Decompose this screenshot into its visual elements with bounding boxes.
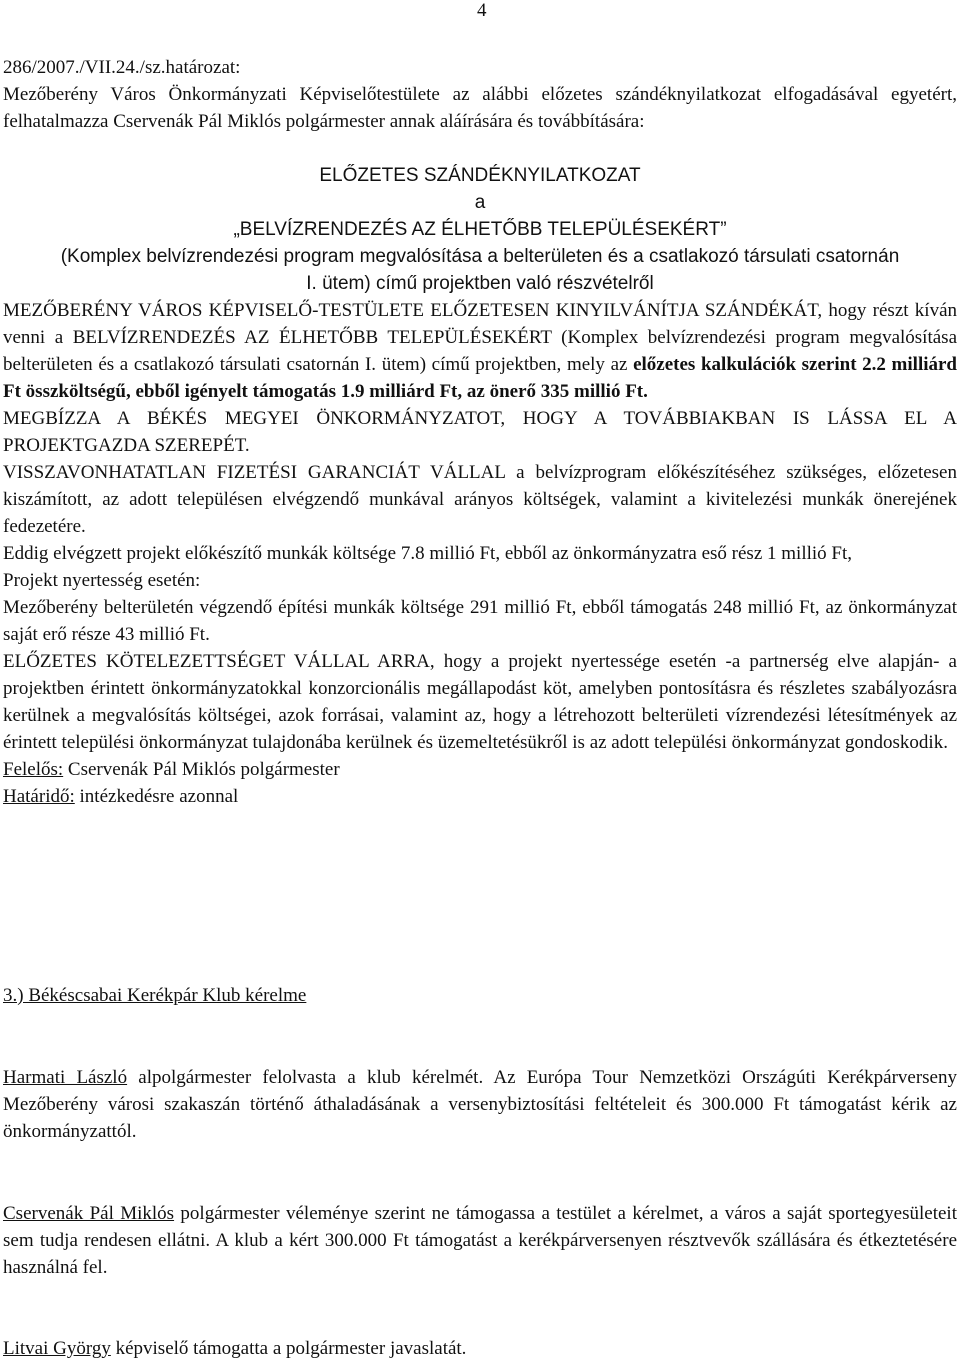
body-paragraph-1 [3, 297, 957, 405]
section-3-paragraph-2 [3, 1200, 957, 1281]
deadline-value: intézkedésre azonnal [74, 786, 239, 807]
declaration-project-title: „BELVÍZRENDEZÉS AZ ÉLHETŐBB TELEPÜLÉSEKÉRT” [233, 219, 727, 240]
deadline-line [3, 783, 957, 810]
responsible-label: Felelős: [3, 759, 64, 780]
speaker-cservenak: Cservenák Pál Miklós [3, 1203, 175, 1224]
section-3-p3-text: képviselő támogatta a polgármester javaslatát. [110, 1338, 467, 1359]
section-3-p1-text: alpolgármester felolvasta a klub kérelmét. Az Európa Tour Nemzetközi Országúti Kerékpárverseny Mezőberény városi szakaszán történő áthaladásának a versenybiztosítási feltételeit és 300.000 Ft támogatást kérik az önkormányzattól. [3, 1067, 957, 1142]
body-paragraph-4: Eddig elvégzett projekt előkészítő munkák költsége 7.8 millió Ft, ebből az önkormányzatra eső rész 1 millió Ft, [3, 543, 852, 564]
section-3-paragraph-3 [3, 1335, 957, 1362]
speaker-harmati: Harmati László [3, 1067, 128, 1088]
deadline-label: Határidő: [3, 786, 75, 807]
body-paragraph-2: MEGBÍZZA A BÉKÉS MEGYEI ÖNKORMÁNYZATOT, HOGY A TOVÁBBIAKBAN IS LÁSSA EL A PROJEKTGAZDA SZEREPÉT. [3, 408, 957, 456]
declaration-header [3, 162, 957, 297]
page-number: 4 [477, 0, 487, 21]
declaration-a: a [474, 192, 486, 213]
body-paragraph-6: Mezőberény belterületén végzendő építési munkák költsége 291 millió Ft, ebből támogatás 248 millió Ft, az önkormányzat saját erő része 43 millió Ft. [3, 597, 957, 645]
declaration-subtitle-1: (Komplex belvízrendezési program megvalósítása a belterületen és a csatlakozó társulati csatornán [60, 246, 900, 267]
section-3-p2-text: polgármester véleménye szerint ne támogassa a testület a kérelmet, a város a saját sportegyesületeit sem tudja rendesen ellátni. A klub a kért 300.000 Ft támogatást a kerékpárversenyen résztvevők szállására és étkeztetésére használná fel. [3, 1203, 957, 1278]
declaration-body [3, 297, 957, 810]
body-paragraph-5: Projekt nyertesség esetén: [3, 570, 201, 591]
declaration-subtitle-2: I. ütem) című projektben való részvételről [306, 273, 654, 294]
section-3-heading-block [3, 982, 957, 1009]
section-3-paragraph-1 [3, 1064, 957, 1145]
section-3-heading: 3.) Békéscsabai Kerékpár Klub kérelme [3, 985, 307, 1006]
resolution-block [3, 54, 957, 135]
resolution-header: 286/2007./VII.24./sz.határozat: [3, 57, 241, 78]
body-p1-text: MEZŐBERÉNY VÁROS KÉPVISELŐ-TESTÜLETE ELŐZETESEN KINYILVÁNÍTJA SZÁNDÉKÁT, hogy részt kíván venni a BELVÍZRENDEZÉS AZ ÉLHETŐBB TELEPÜLÉSEKÉRT (Komplex belvízrendezési program megvalósítása belterületen és a csatlakozó társulati csatornán I. ütem) című projektben, mely az [3, 300, 957, 375]
responsible-line [3, 756, 957, 783]
body-p1-bold: előzetes kalkulációk szerint 2.2 milliárd Ft összköltségű, ebből igényelt támogatás 1.9 milliárd Ft, az önerő 335 millió Ft. [3, 354, 957, 402]
declaration-title: ELŐZETES SZÁNDÉKNYILATKOZAT [319, 165, 641, 186]
body-paragraph-3: VISSZAVONHATATLAN FIZETÉSI GARANCIÁT VÁLLAL a belvízprogram előkészítéséhez szükséges, előzetesen kiszámított, az adott településen elvégzendő munkával arányos költségek, valamint a kivitelezési munkák önerejének fedezetére. [3, 462, 957, 537]
speaker-litvai: Litvai György [3, 1338, 111, 1359]
responsible-value: Cservenák Pál Miklós polgármester [63, 759, 340, 780]
intro-paragraph: Mezőberény Város Önkormányzati Képviselőtestülete az alábbi előzetes szándéknyilatkozat elfogadásával egyetért, felhatalmazza Cservenák Pál Miklós polgármester annak aláírására és továbbítására: [3, 84, 957, 132]
body-paragraph-7: ELŐZETES KÖTELEZETTSÉGET VÁLLAL ARRA, hogy a projekt nyertessége esetén -a partnerség elve alapján- a projektben érintett önkormányzatokkal konzorcionális megállapodást köt, amelyben pontosításra és részletes szabályozásra kerülnek a megvalósítás költségei, azok forrásai, valamint az, hogy a létrehozott belterületi vízrendezési létesítmények az érintett települési önkormányzat tulajdonába kerülnek és üzemeltetésükről is az adott települési önkormányzat gondoskodik. [3, 651, 957, 753]
